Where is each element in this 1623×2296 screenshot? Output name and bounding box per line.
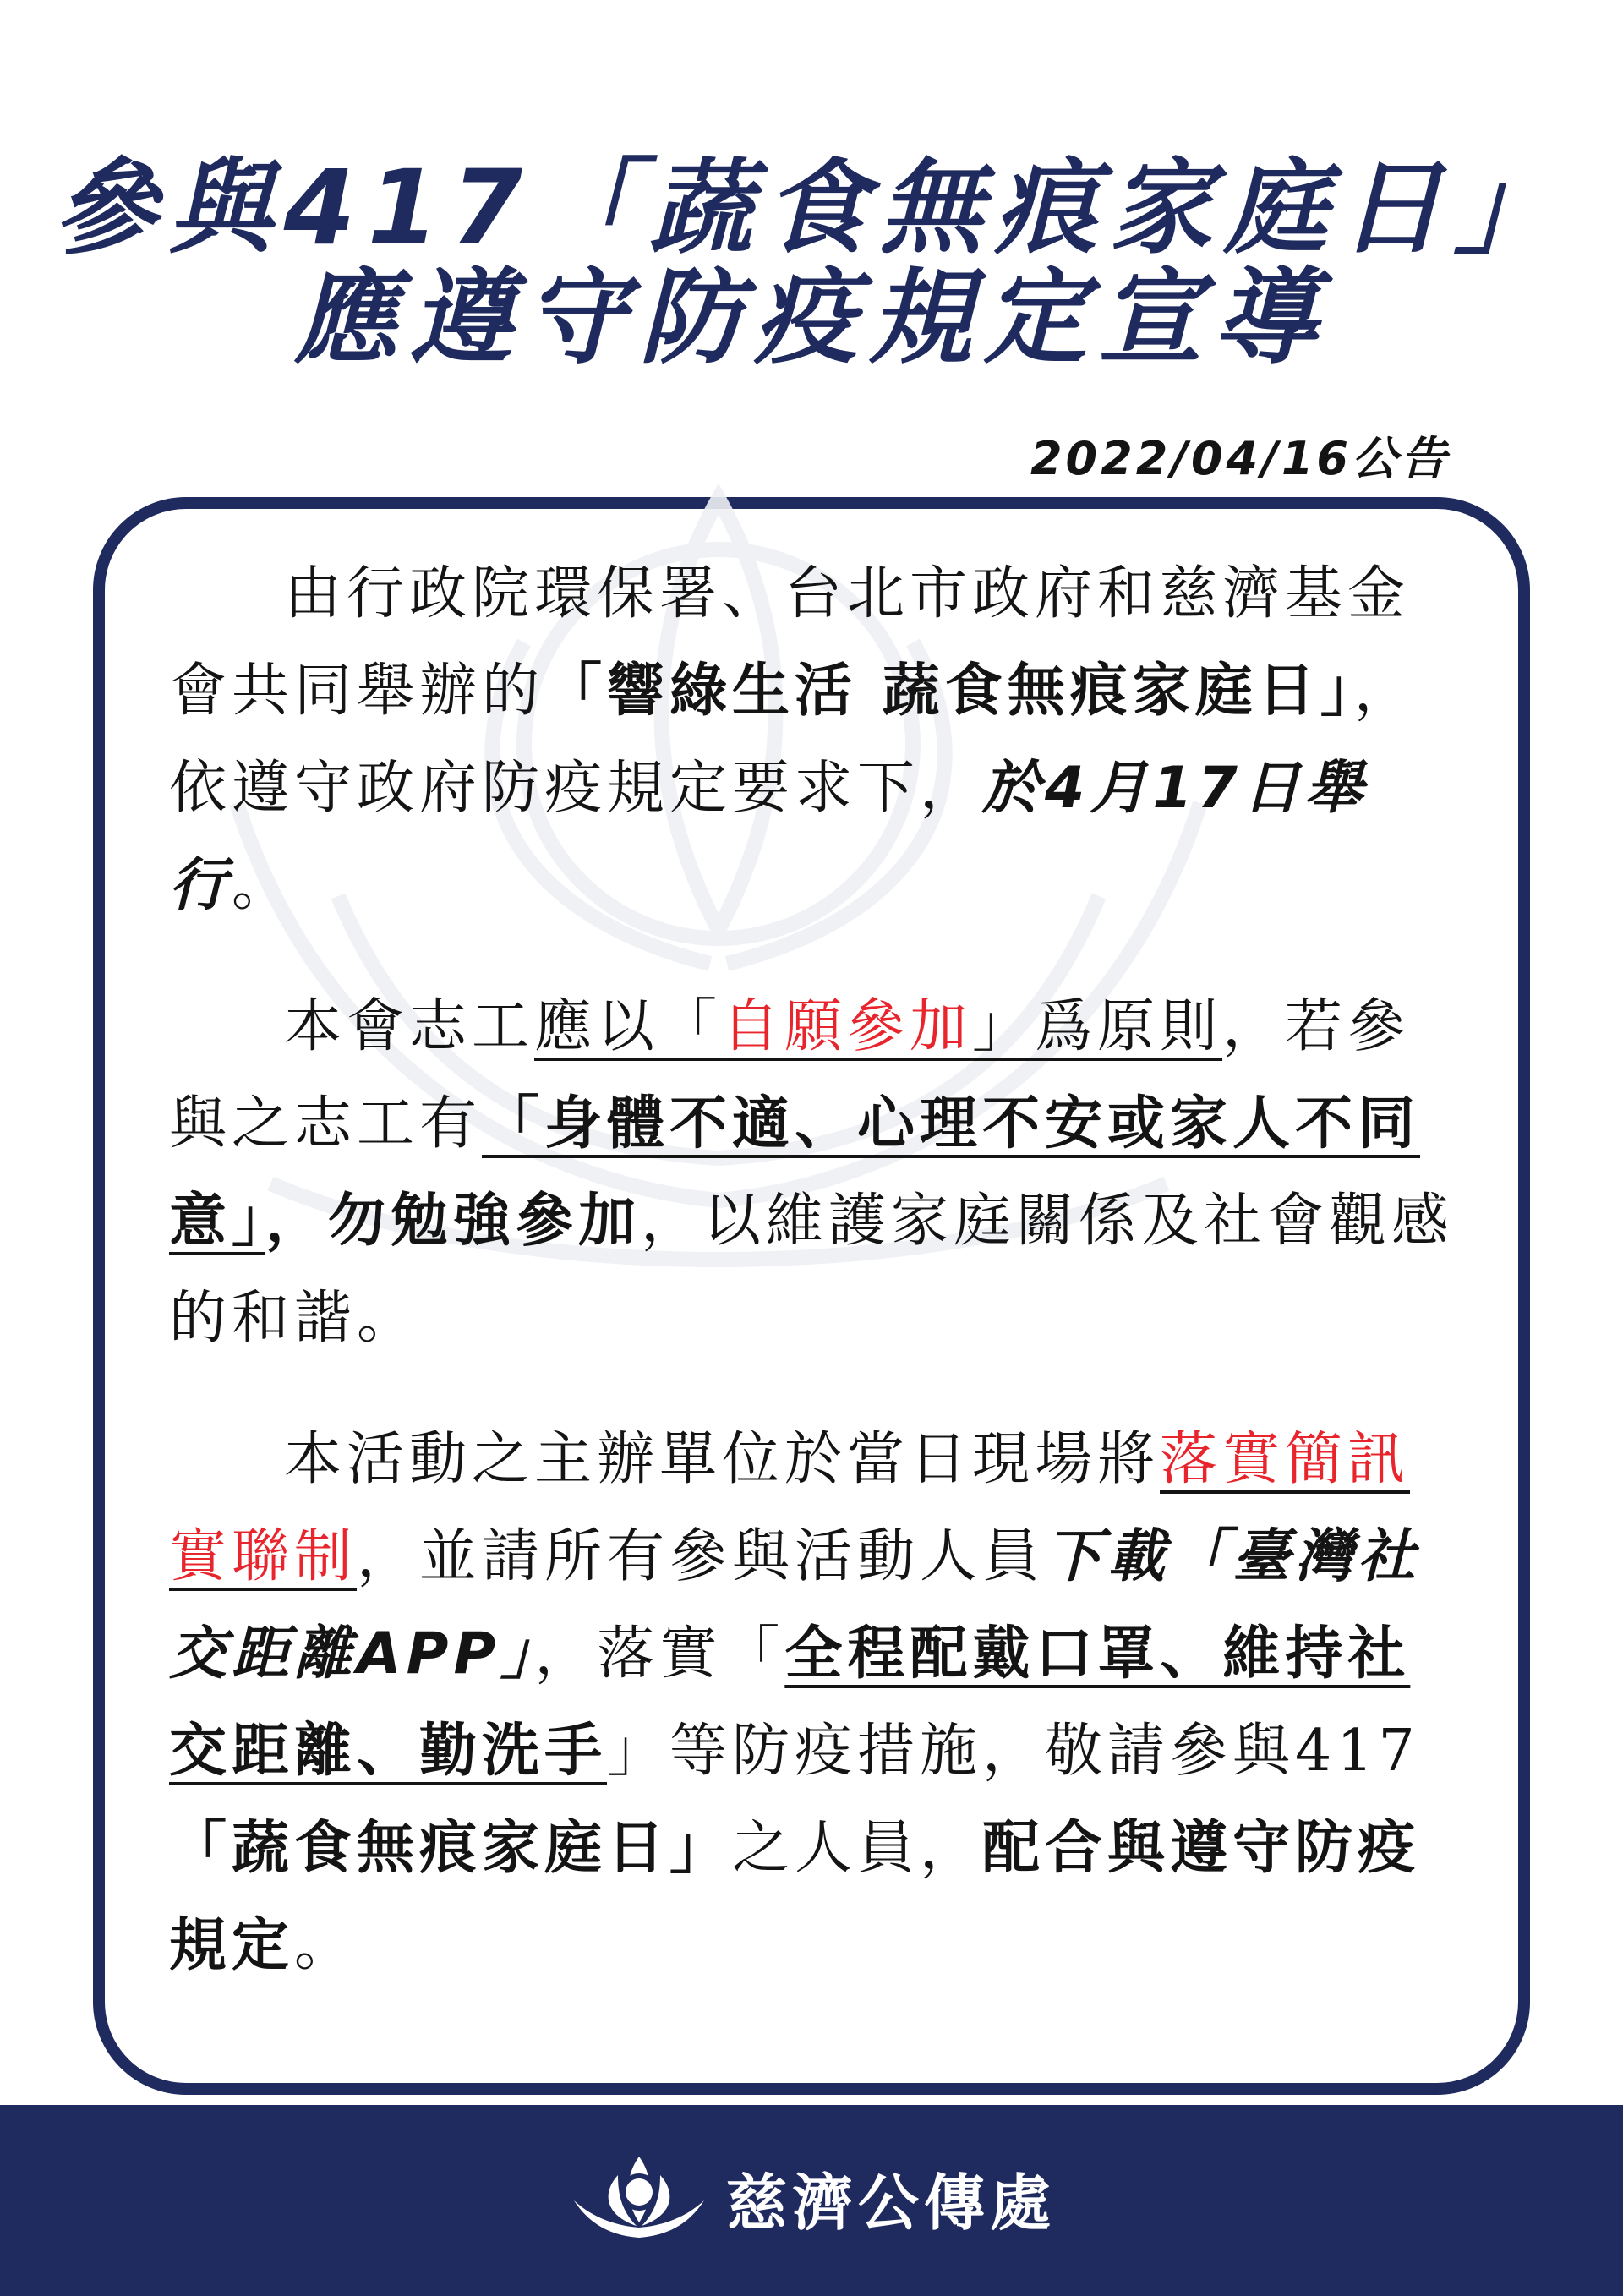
- title-line-2: 應遵守防疫規定宣導: [294, 258, 1329, 378]
- footer-brand: [0, 2151, 1623, 2244]
- paragraph-3: 本活動之主辦單位於當日現場將落實簡訊實聯制，並請所有參與活動人員下載「臺灣社交距離APP」，落實「全程配戴口罩、維持社交距離、勤洗手」等防疫措施，敬請參與417「蔬食無痕家庭日」之人員，配合與遵守防疫規定。: [169, 1426, 1421, 1979]
- paragraph-2: 本會志工應以「自願參加」爲原則，若參與之志工有「身體不適、心理不安或家人不同意」，勿勉強參加，以維護家庭關係及社會觀感的和諧。: [169, 993, 1455, 1352]
- title-line-1: 參與417「蔬食無痕家庭日」: [53, 148, 1570, 268]
- footer-bar: [0, 2105, 1623, 2296]
- sms-register-highlight: 落實簡訊實聯制: [169, 1426, 1411, 1590]
- tzu-chi-logo-icon: [567, 2151, 711, 2244]
- footer-org-name: 慈濟公傳處: [725, 2167, 1056, 2239]
- paragraph-1: 由行政院環保署、台北市政府和慈濟基金會共同舉辦的「響綠生活 蔬食無痕家庭日」，依遵守政府防疫規定要求下，於4月17日舉行。: [169, 560, 1417, 919]
- voluntary-highlight: 自願參加: [722, 993, 973, 1060]
- notice-body: [169, 545, 1462, 2038]
- announcement-date: 2022/04/16公告: [1030, 432, 1450, 485]
